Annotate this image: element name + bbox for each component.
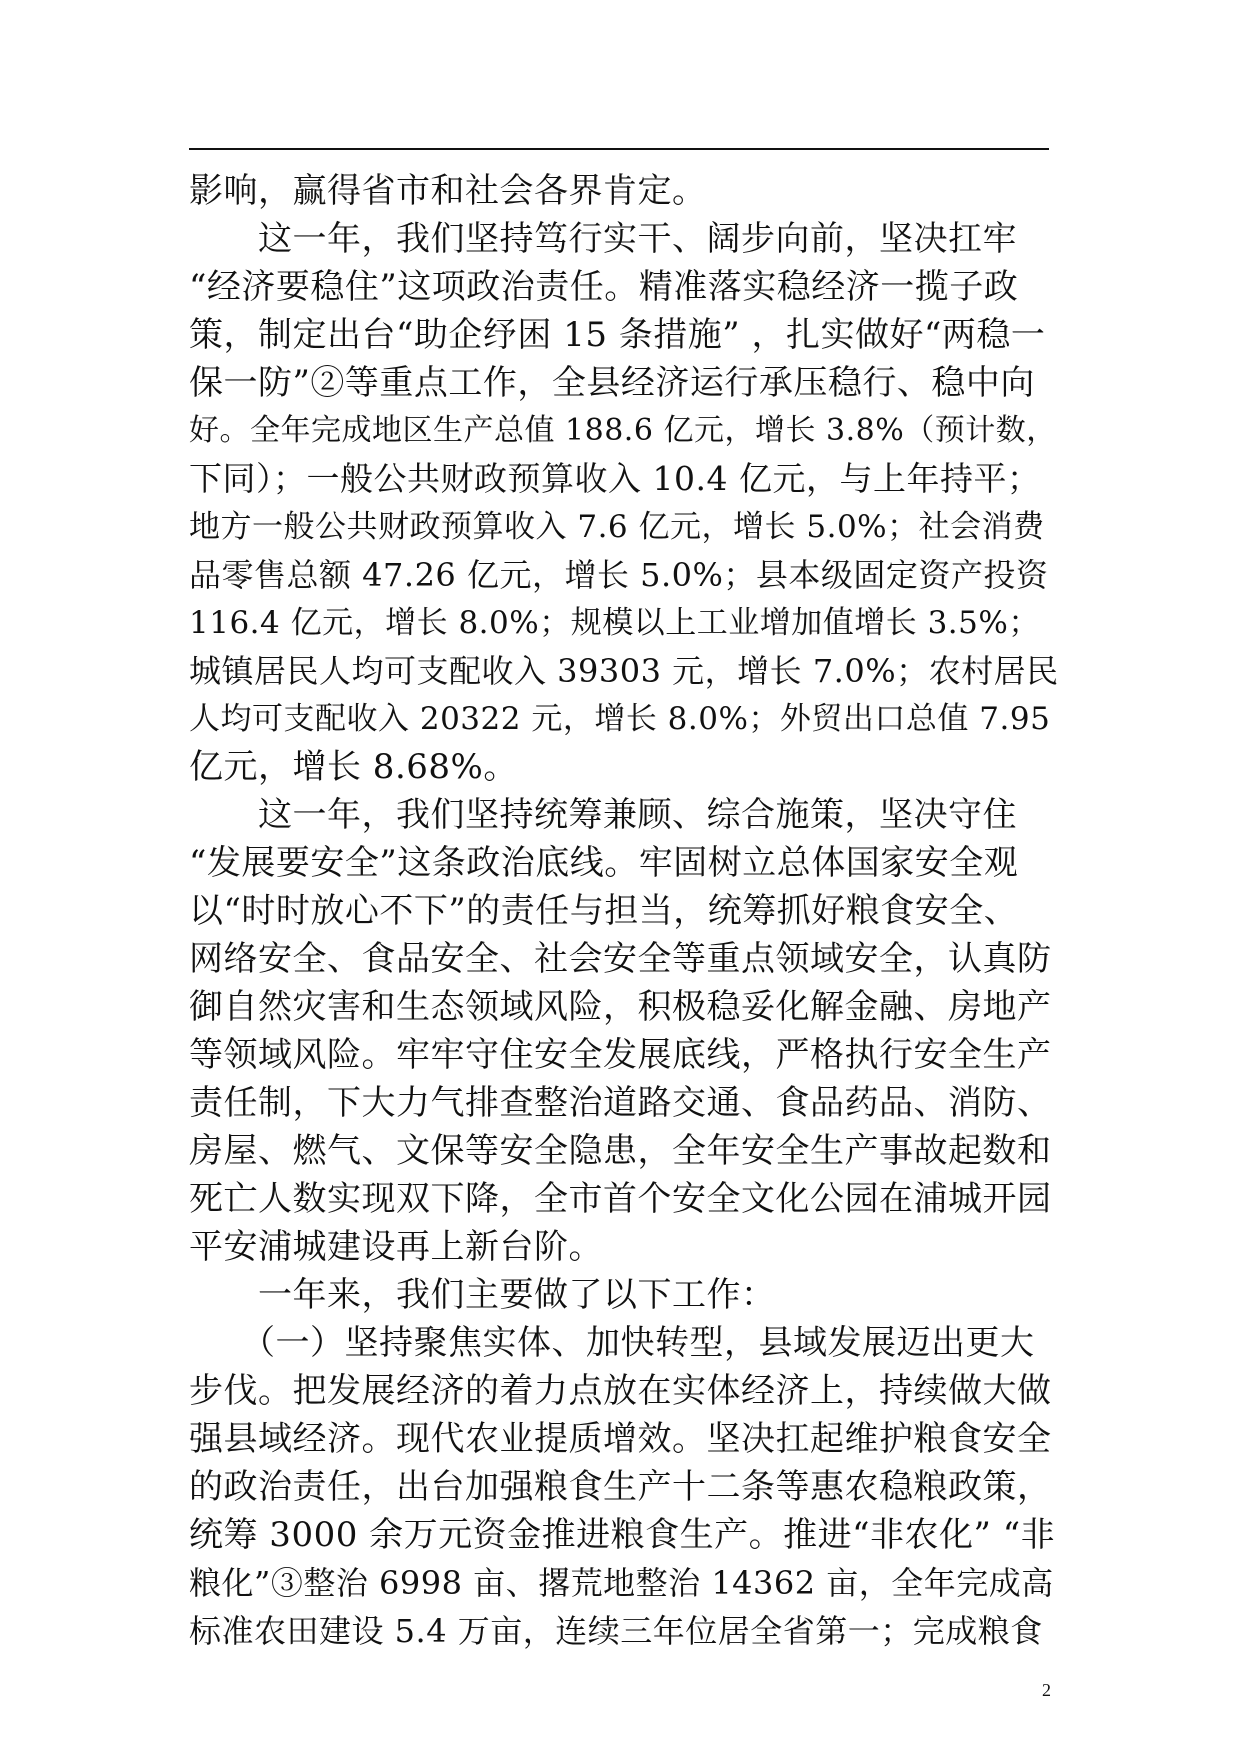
text-line: 房屋、燃气、文保等安全隐患，全年安全生产事故起数和 [189, 1131, 1052, 1171]
text-line: 强县域经济。现代农业提质增效。坚决扛起维护粮食安全 [189, 1419, 1052, 1459]
text-line: 平安浦城建设再上新台阶。 [189, 1227, 603, 1267]
text-line: 这一年，我们坚持统筹兼顾、综合施策，坚决守住 [189, 795, 1017, 835]
text-line: 地方一般公共财政预算收入 7.6 亿元，增长 5.0%；社会消费 [189, 509, 1045, 545]
text-line: 以“时时放心不下”的责任与担当，统筹抓好粮食安全、 [189, 891, 1019, 931]
page-number: 2 [1042, 1680, 1051, 1700]
text-line: 御自然灾害和生态领域风险，积极稳妥化解金融、房地产 [189, 987, 1052, 1027]
text-line: 标准农田建设 5.4 万亩，连续三年位居全省第一；完成粮食 [189, 1612, 1043, 1650]
text-line: 网络安全、食品安全、社会安全等重点领域安全，认真防 [189, 939, 1052, 979]
text-line: “发展要安全”这条政治底线。牢固树立总体国家安全观 [189, 843, 1019, 883]
text-line: 影响，赢得省市和社会各界肯定。 [189, 171, 707, 211]
text-line: 下同）；一般公共财政预算收入 10.4 亿元，与上年持平； [189, 459, 1041, 498]
text-line: 死亡人数实现双下降，全市首个安全文化公园在浦城开园 [189, 1179, 1052, 1219]
text-line: 城镇居民人均可支配收入 39303 元，增长 7.0%；农村居民 [189, 652, 1059, 690]
text-line: 人均可支配收入 20322 元，增长 8.0%；外贸出口总值 7.95 [189, 701, 1051, 737]
text-line: 粮化”③整治 6998 亩、撂荒地整治 14362 亩，全年完成高 [189, 1564, 1054, 1602]
text-line: 一年来，我们主要做了以下工作： [189, 1275, 776, 1315]
text-line: 策，制定出台“助企纾困 15 条措施” ，扎实做好“两稳一 [189, 315, 1046, 355]
text-line: “经济要稳住”这项政治责任。精准落实稳经济一揽子政 [189, 267, 1019, 307]
text-line: 亿元，增长 8.68%。 [189, 747, 518, 787]
text-line: 保一防”②等重点工作，全县经济运行承压稳行、稳中向 [189, 363, 1035, 403]
header-rule [189, 148, 1049, 150]
text-line: 统筹 3000 余万元资金推进粮食生产。推进“非农化” “非 [189, 1515, 1056, 1555]
text-line: （一）坚持聚焦实体、加快转型，县域发展迈出更大 [189, 1323, 1035, 1363]
text-line: 品零售总额 47.26 亿元，增长 5.0%；县本级固定资产投资 [189, 556, 1049, 594]
text-line: 的政治责任，出台加强粮食生产十二条等惠农稳粮政策， [189, 1467, 1052, 1507]
text-line: 步伐。把发展经济的着力点放在实体经济上，持续做大做 [189, 1371, 1052, 1411]
text-line: 116.4 亿元，增长 8.0%；规模以上工业增加值增长 3.5%； [189, 605, 1040, 641]
body-text [189, 167, 1059, 1655]
text-line: 这一年，我们坚持笃行实干、阔步向前，坚决扛牢 [189, 219, 1017, 259]
text-line: 责任制，下大力气排查整治道路交通、食品药品、消防、 [189, 1083, 1052, 1123]
text-line: 好。全年完成地区生产总值 188.6 亿元，增长 3.8%（预计数， [189, 413, 1057, 448]
text-line: 等领域风险。牢牢守住安全发展底线，严格执行安全生产 [189, 1035, 1052, 1075]
